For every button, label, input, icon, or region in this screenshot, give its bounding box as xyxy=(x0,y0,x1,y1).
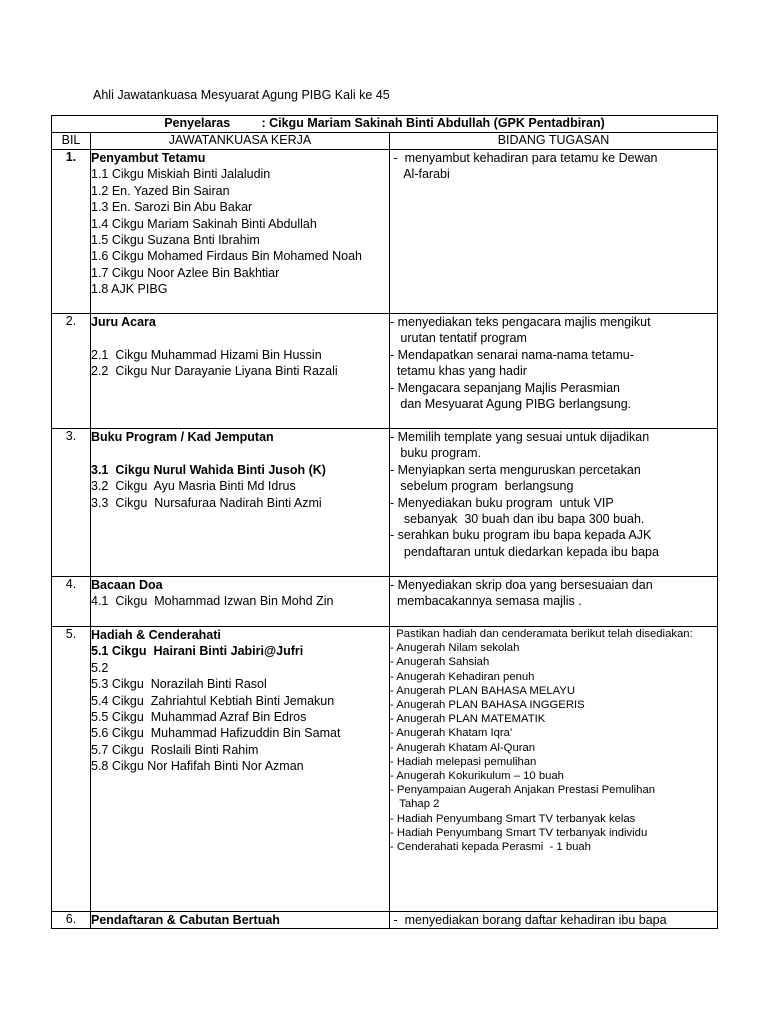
committee-cell xyxy=(91,150,390,314)
committee-cell xyxy=(91,912,390,929)
tasks-cell xyxy=(390,150,718,314)
tasks-cell xyxy=(390,912,718,929)
member: 5.4 Cikgu Zahriahtul Kebtiah Binti Jemakun xyxy=(91,693,335,708)
task: - Hadiah Penyumbang Smart TV terbanyak individu xyxy=(390,826,648,839)
committee-cell xyxy=(91,627,390,912)
member: 5.3 Cikgu Norazilah Binti Rasol xyxy=(91,677,267,692)
header-bidang: BIDANG TUGASAN xyxy=(390,133,718,150)
table-row xyxy=(52,429,718,577)
document-title: Ahli Jawatankuasa Mesyuarat Agung PIBG Kali ke 45 xyxy=(93,88,390,102)
task: - Menyiapkan serta menguruskan percetakan xyxy=(390,462,641,477)
member: 5.1 Cikgu Hairani Binti Jabiri@Jufri xyxy=(91,644,304,659)
task: - Mengacara sepanjang Majlis Perasmian xyxy=(390,380,620,395)
task: - Mendapatkan senarai nama-nama tetamu- xyxy=(390,347,634,362)
task: - Hadiah melepasi pemulihan xyxy=(390,755,537,768)
task: tetamu khas yang hadir xyxy=(390,364,527,379)
row-number: 2. xyxy=(52,314,91,429)
task: urutan tentatif program xyxy=(390,331,527,346)
committee-title: Penyambut Tetamu xyxy=(91,151,206,165)
committee-title: Bacaan Doa xyxy=(91,578,163,592)
committee-title: Hadiah & Cenderahati xyxy=(91,628,221,642)
task: sebanyak 30 buah dan ibu bapa 300 buah. xyxy=(390,512,645,527)
task: - Cenderahati kepada Perasmi - 1 buah xyxy=(390,841,591,854)
coordinator-row xyxy=(52,116,718,133)
member: 5.6 Cikgu Muhammad Hafizuddin Bin Samat xyxy=(91,726,341,741)
row-number: 6. xyxy=(52,912,91,929)
member: 1.1 Cikgu Miskiah Binti Jalaludin xyxy=(91,167,271,182)
table-row xyxy=(52,912,718,929)
task: - Menyediakan buku program untuk VIP xyxy=(390,495,614,510)
task: - Anugerah PLAN BAHASA MELAYU xyxy=(390,684,576,697)
committee-cell xyxy=(91,577,390,627)
task: Tahap 2 xyxy=(390,798,440,811)
member: 5.8 Cikgu Nor Hafifah Binti Nor Azman xyxy=(91,759,304,774)
row-number: 3. xyxy=(52,429,91,577)
tasks-cell xyxy=(390,429,718,577)
member: 1.7 Cikgu Noor Azlee Bin Bakhtiar xyxy=(91,265,280,280)
tasks-cell xyxy=(390,627,718,912)
coordinator-cell: Penyelaras : Cikgu Mariam Sakinah Binti Abdullah (GPK Pentadbiran) xyxy=(52,116,718,133)
task: sebelum program berlangsung xyxy=(390,479,574,494)
header-bil: BIL xyxy=(52,133,91,150)
task: - Anugerah Kehadiran penuh xyxy=(390,670,535,683)
task: dan Mesyuarat Agung PIBG berlangsung. xyxy=(390,397,632,412)
member: 3.2 Cikgu Ayu Masria Binti Md Idrus xyxy=(91,479,296,494)
committee-title: Buku Program / Kad Jemputan xyxy=(91,430,274,444)
task: - serahkan buku program ibu bapa kepada AJK xyxy=(390,528,652,543)
tasks-cell xyxy=(390,577,718,627)
member: 2.2 Cikgu Nur Darayanie Liyana Binti Razali xyxy=(91,364,338,379)
member: 1.4 Cikgu Mariam Sakinah Binti Abdullah xyxy=(91,216,317,231)
task: Pastikan hadiah dan cenderamata berikut telah disediakan: xyxy=(390,628,693,640)
committee-table xyxy=(51,115,718,929)
member: 2.1 Cikgu Muhammad Hizami Bin Hussin xyxy=(91,347,322,362)
member: 4.1 Cikgu Mohammad Izwan Bin Mohd Zin xyxy=(91,594,334,609)
task: - Anugerah PLAN BAHASA INGGERIS xyxy=(390,699,585,712)
member: 5.5 Cikgu Muhammad Azraf Bin Edros xyxy=(91,710,307,725)
table-row xyxy=(52,627,718,912)
table-row xyxy=(52,577,718,627)
row-number: 1. xyxy=(52,150,91,314)
task: - Anugerah Sahsiah xyxy=(390,656,490,669)
task: pendaftaran untuk diedarkan kepada ibu bapa xyxy=(390,544,659,559)
task: - menyediakan borang daftar kehadiran ibu bapa xyxy=(390,913,667,927)
committee-title: Pendaftaran & Cabutan Bertuah xyxy=(91,913,280,927)
task: - menyambut kehadiran para tetamu ke Dewan xyxy=(390,151,658,165)
task: Al-farabi xyxy=(390,167,450,182)
row-number: 5. xyxy=(52,627,91,912)
column-header-row xyxy=(52,133,718,150)
row-number: 4. xyxy=(52,577,91,627)
table-row xyxy=(52,314,718,429)
task: - Anugerah PLAN MATEMATIK xyxy=(390,713,546,726)
task: - Penyampaian Augerah Anjakan Prestasi Pemulihan xyxy=(390,784,656,797)
task: - Anugerah Kokurikulum – 10 buah xyxy=(390,770,564,783)
task: - Menyediakan skrip doa yang bersesuaian dan xyxy=(390,578,653,592)
member: 5.7 Cikgu Roslaili Binti Rahim xyxy=(91,742,259,757)
member: 3.3 Cikgu Nursafuraa Nadirah Binti Azmi xyxy=(91,495,322,510)
member: 1.8 AJK PIBG xyxy=(91,282,168,297)
task: - Anugerah Nilam sekolah xyxy=(390,642,520,655)
member: 3.1 Cikgu Nurul Wahida Binti Jusoh (K) xyxy=(91,462,326,477)
task: buku program. xyxy=(390,446,482,461)
tasks-cell xyxy=(390,314,718,429)
task: - Hadiah Penyumbang Smart TV terbanyak kelas xyxy=(390,812,636,825)
member: 1.5 Cikgu Suzana Bnti Ibrahim xyxy=(91,233,260,248)
task: - Anugerah Khatam Iqra' xyxy=(390,727,513,740)
member: 1.2 En. Yazed Bin Sairan xyxy=(91,183,230,198)
committee-cell xyxy=(91,429,390,577)
committee-title: Juru Acara xyxy=(91,315,156,329)
member: 1.6 Cikgu Mohamed Firdaus Bin Mohamed Noah xyxy=(91,249,362,264)
table-row xyxy=(52,150,718,314)
header-jawatankuasa: JAWATANKUASA KERJA xyxy=(91,133,390,150)
task: - Memilih template yang sesuai untuk dijadikan xyxy=(390,430,650,444)
committee-cell xyxy=(91,314,390,429)
task: - Anugerah Khatam Al-Quran xyxy=(390,741,536,754)
task: - menyediakan teks pengacara majlis mengikut xyxy=(390,315,651,329)
member: 1.3 En. Sarozi Bin Abu Bakar xyxy=(91,200,253,215)
task: membacakannya semasa majlis . xyxy=(390,594,582,609)
member: 5.2 xyxy=(91,660,109,675)
